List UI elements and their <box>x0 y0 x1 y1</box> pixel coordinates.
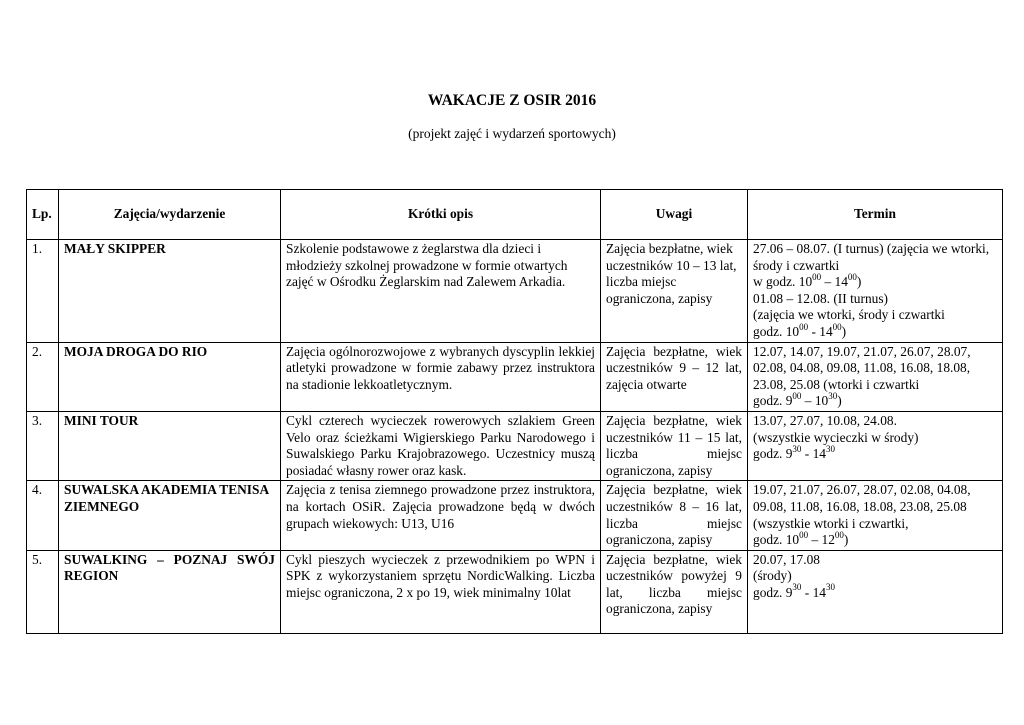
event-term <box>748 550 1003 633</box>
term-hours: w godz. $10^{00} - 14^{00}$) <box>753 271 862 290</box>
event-name: MAŁY SKIPPER <box>59 240 281 343</box>
event-name: MOJA DROGA DO RIO <box>59 342 281 411</box>
event-term <box>748 411 1003 480</box>
document-title: WAKACJE Z OSIR 2016 <box>427 92 597 109</box>
event-description: Zajęcia z tenisa ziemnego prowadzone przez instruktora, na kortach OSiR. Zajęcia prowadzone będą w dwóch grupach wiekowych: U13, U16 <box>281 481 601 550</box>
event-description: Cykl pieszych wycieczek z przewodnikiem po WPN i SPK z wykorzystaniem sprzętu NordicWalking. Liczba miejsc ograniczona, 2 x po 19, wiek minimalny 10lat <box>281 550 601 633</box>
row-number: 4. <box>27 481 59 550</box>
term-hours: godz. $9^{30} - 14^{30}$ <box>753 443 835 462</box>
event-description: Cykl czterech wycieczek rowerowych szlakiem Green Velo oraz ścieżkami Wigierskiego Parku Narodowego i Suwalskiego Parku Krajobrazowego. Uczestnicy muszą posiadać własny rower oraz kask. <box>281 411 601 480</box>
term-line: 27.06 – 08.07. (I turnus) (zajęcia we wtorki, środy i czwartki <box>753 241 990 273</box>
table-row <box>27 240 1003 343</box>
event-name: SUWALSKA AKADEMIA TENISA ZIEMNEGO <box>59 481 281 550</box>
header-lp: Lp. <box>27 190 59 240</box>
event-term <box>748 342 1003 411</box>
events-table <box>26 189 1003 634</box>
event-term <box>748 240 1003 343</box>
row-number: 1. <box>27 240 59 343</box>
event-notes: Zajęcia bezpłatne, wiek uczestników 9 – 12 lat, zajęcia otwarte <box>601 342 748 411</box>
table-row <box>27 481 1003 550</box>
term-hours: godz. $9^{30} - 14^{30}$ <box>753 582 835 600</box>
term-hours: godz. $10^{00} - 14^{00}$) <box>753 321 847 339</box>
table-header-row <box>27 190 1003 240</box>
document-subtitle: (projekt zajęć i wydarzeń sportowych) <box>408 126 616 141</box>
event-name: MINI TOUR <box>59 411 281 480</box>
term-line: 13.07, 27.07, 10.08, 24.08. <box>753 412 897 428</box>
term-line: 19.07, 21.07, 26.07, 28.07, 02.08, 04.08, 09.08, 11.08, 16.08, 18.08, 23.08, 25.08 (wszystkie wtorki i czwartki, <box>753 482 971 531</box>
term-line: (zajęcia we wtorki, środy i czwartki <box>753 307 945 323</box>
term-hours: godz. $9^{00} - 10^{30}$) <box>753 390 842 409</box>
header-notes: Uwagi <box>601 190 748 240</box>
term-line: 12.07, 14.07, 19.07, 21.07, 26.07, 28.07, 02.08, 04.08, 09.08, 11.08, 16.08, 18.08, 23.08, 25.08 (wtorki i czwartki <box>753 343 971 392</box>
event-notes: Zajęcia bezpłatne, wiek uczestników 8 – 16 lat, liczba miejsc ograniczona, zapisy <box>601 481 748 550</box>
row-number: 2. <box>27 342 59 411</box>
row-number: 3. <box>27 411 59 480</box>
event-notes: Zajęcia bezpłatne, wiek uczestników 11 – 15 lat, liczba miejsc ograniczona, zapisy <box>601 411 748 480</box>
event-name: SUWALKING – POZNAJ SWÓJ REGION <box>59 550 281 633</box>
term-line: 20.07, 17.08 <box>753 551 820 567</box>
row-number: 5. <box>27 550 59 633</box>
term-line: 01.08 – 12.08. (II turnus) <box>753 290 889 306</box>
term-hours: godz. $10^{00} - 12^{00}$) <box>753 529 849 548</box>
event-term <box>748 481 1003 550</box>
term-line: (środy) <box>753 568 792 584</box>
header-term: Termin <box>748 190 1003 240</box>
table-row <box>27 342 1003 411</box>
event-notes: Zajęcia bezpłatne, wiek uczestników powyżej 9 lat, liczba miejsc ograniczona, zapisy <box>601 550 748 633</box>
term-line: (wszystkie wycieczki w środy) <box>753 429 919 445</box>
event-description: Szkolenie podstawowe z żeglarstwa dla dzieci i młodzieży szkolnej prowadzone w formie otwartych zajęć w Ośrodku Żeglarskim nad Zalewem Arkadia. <box>281 240 601 343</box>
header-description: Krótki opis <box>281 190 601 240</box>
event-description: Zajęcia ogólnorozwojowe z wybranych dyscyplin lekkiej atletyki prowadzone w formie zabawy przez instruktora na stadionie lekkoatletycznym. <box>281 342 601 411</box>
table-row <box>27 550 1003 633</box>
event-notes: Zajęcia bezpłatne, wiek uczestników 10 – 13 lat, liczba miejsc ograniczona, zapisy <box>601 240 748 343</box>
header-event: Zajęcia/wydarzenie <box>59 190 281 240</box>
table-row <box>27 411 1003 480</box>
